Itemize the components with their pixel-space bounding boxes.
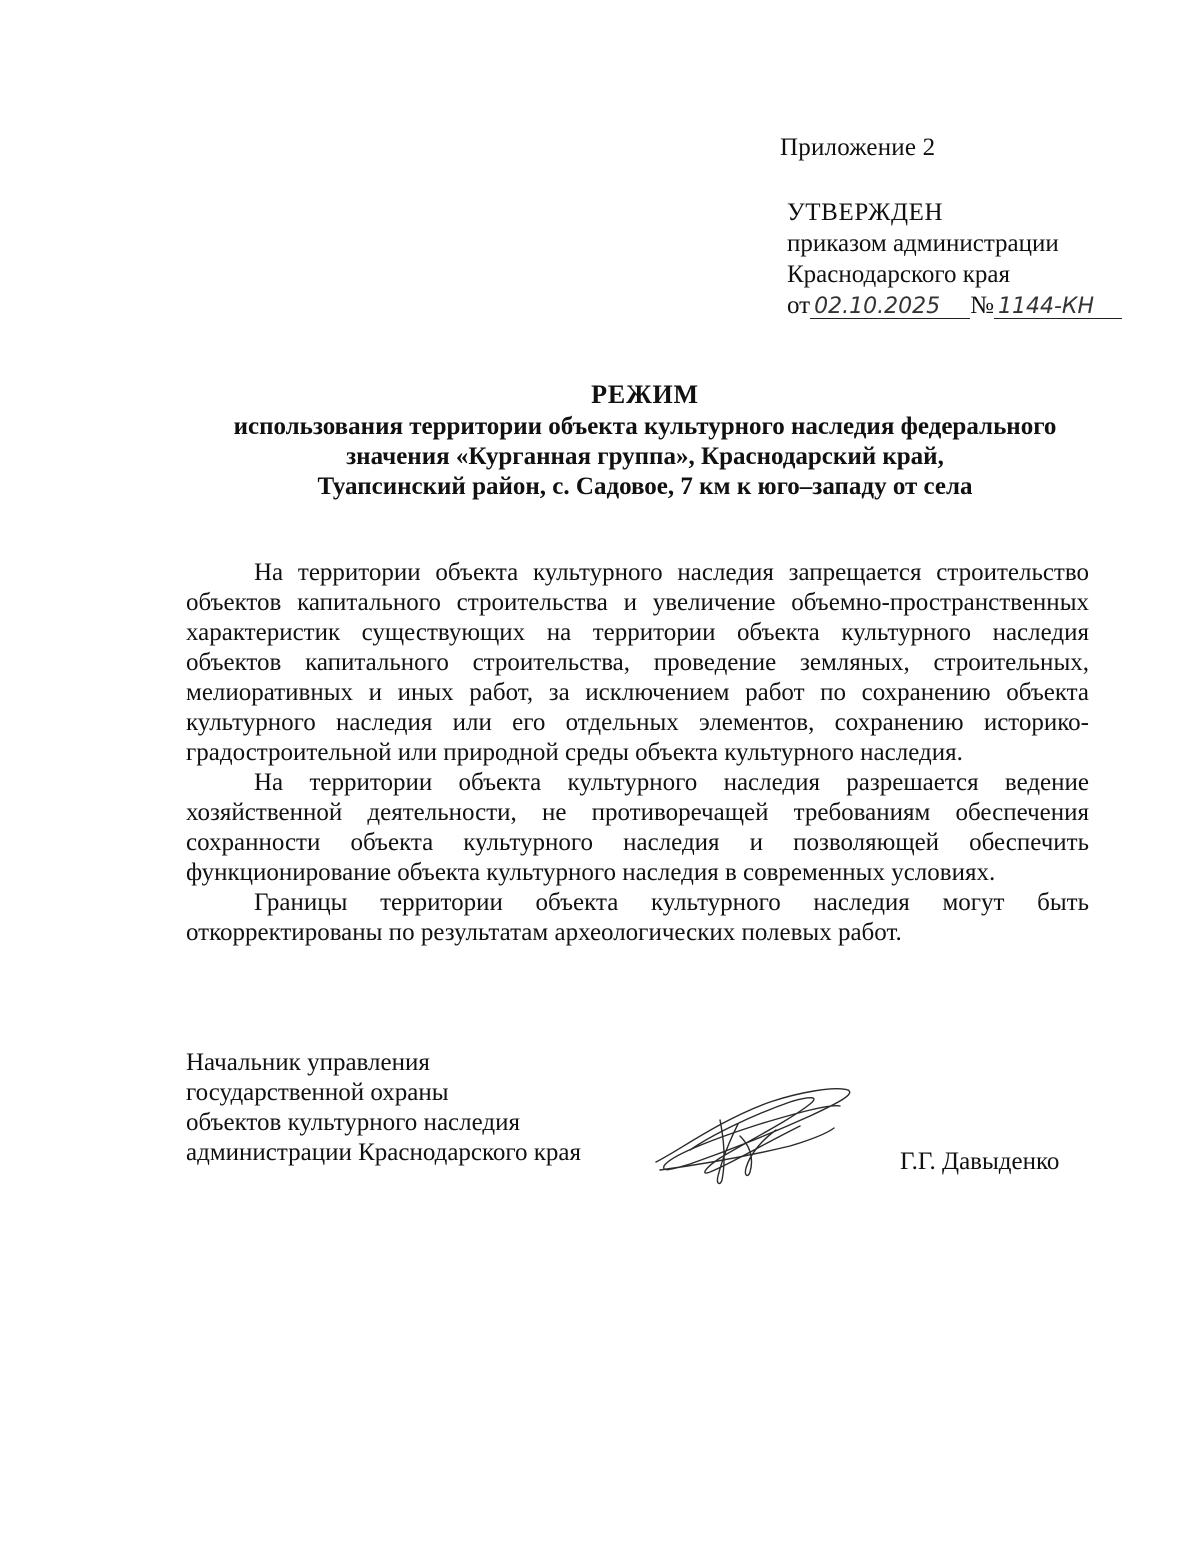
signer-position — [186, 1048, 581, 1168]
signer-line-2: государственной охраны — [186, 1079, 449, 1106]
date-prefix: от — [787, 292, 811, 319]
order-number-handwritten: 1144-КН — [994, 295, 1122, 319]
approval-line-1: приказом администрации — [787, 230, 1059, 257]
signer-line-4: администрации Краснодарского края — [186, 1139, 582, 1166]
approval-heading: УТВЕРЖДЕН — [787, 199, 944, 226]
signer-line-1: Начальник управления — [186, 1049, 430, 1076]
order-date-number-line — [787, 290, 1122, 321]
document-body — [186, 558, 1089, 948]
title-main: РЕЖИМ — [591, 380, 699, 409]
title-line-2: значения «Курганная группа», Краснодарский край, — [346, 443, 944, 470]
paragraph-prohibition: На территории объекта культурного наследия запрещается строительство объектов капитального строительства и увеличение объемно-пространственных характеристик существующих на территории объекта культурного наследия объектов капитального строительства, проведение земляных, строительных, мелиоративных и иных работ, за исключением работ по сохранению объекта культурного наследия или его отдельных элементов, сохранению историко-градостроительной или природной среды объекта культурного наследия. — [186, 559, 1089, 766]
title-line-1: использования территории объекта культурного наследия федерального — [233, 413, 1057, 440]
title-line-3: Туапсинский район, с. Садовое, 7 км к юго–западу от села — [317, 473, 973, 500]
approval-block — [787, 197, 1122, 321]
order-date-handwritten: 02.10.2025 — [810, 295, 970, 319]
number-prefix: № — [970, 292, 994, 319]
signer-name: Г.Г. Давыденко — [900, 1148, 1060, 1175]
document-title — [100, 380, 1190, 502]
signer-line-3: объектов культурного наследия — [186, 1109, 520, 1136]
paragraph-permission: На территории объекта культурного наследия разрешается ведение хозяйственной деятельности, не противоречащей требованиям обеспечения сохранности объекта культурного наследия и позволяющей обеспечить функционирование объекта культурного наследия в современных условиях. — [186, 769, 1089, 886]
paragraph-boundaries: Границы территории объекта культурного наследия могут быть откорректированы по результатам археологических полевых работ. — [186, 889, 1089, 946]
approval-line-2: Краснодарского края — [787, 261, 1010, 288]
handwritten-signature — [650, 1080, 860, 1190]
appendix-label: Приложение 2 — [780, 134, 936, 161]
